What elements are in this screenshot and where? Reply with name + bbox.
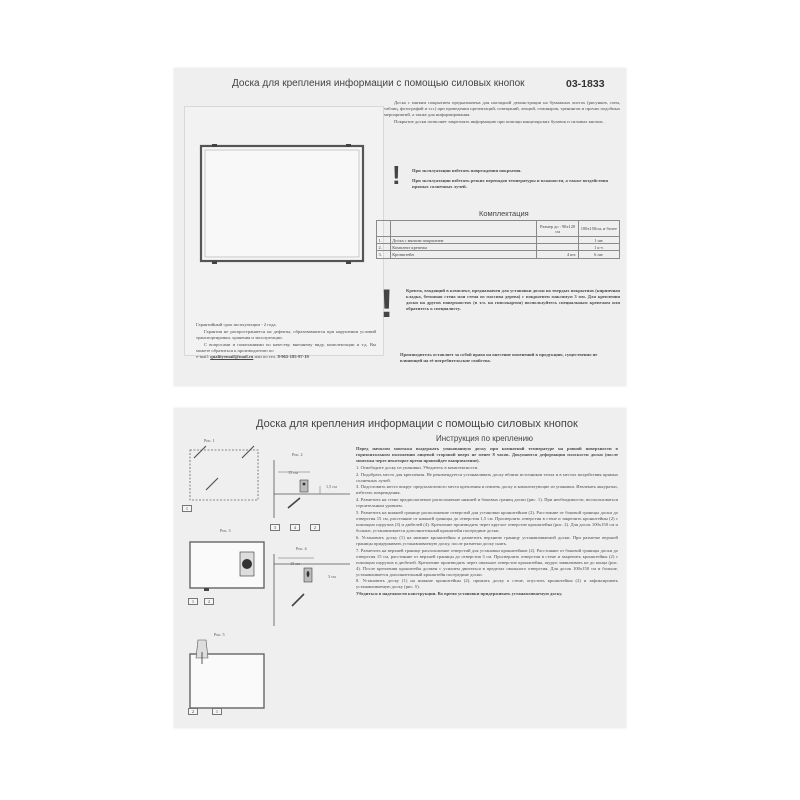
description: Доска с мягким покрытием предназначена для наглядной демонстрации на бумажных листах (рисунков, схем, таблиц, фотографий и т.п.) при проведении презентаций, совещаний, лекций, семинаров, тренингов и прочих подобных мероприятий, а также для информирования. Покрытие доски позволяет закреплять информацию при помощи канцелярских булавок и силовых кнопок.	[384, 100, 620, 124]
manual-page-front	[174, 68, 626, 386]
bracket-icon	[346, 144, 351, 147]
guarantee-text: Гарантийный срок эксплуатации - 2 года. Гарантия не распространяется на дефекты, образовавшиеся при нарушении условий транспортировки, хранения и эксплуатации. С вопросами и пожеланиями по качеству, внешнему виду, комплектации и т.д. Вы можете обратиться к производителю по e-mail: qualityemail@mail.ru или по тел. 8-965-185-97-19	[196, 322, 376, 360]
board-illustration	[184, 106, 384, 356]
fig1-diagram	[184, 444, 264, 514]
kit-table: Размер до : 90х120 см 100х150см, и более 1. Доска с мягким покрытием 1 шт. 2. Комплект крепежа 1 к-т. 3. Кронштейн 4 шт. 6 шт.	[376, 220, 620, 259]
board-frame	[201, 146, 363, 261]
instruction-subtitle: Инструкция по креплению	[436, 434, 534, 443]
fig1-label: Рис. 1	[204, 438, 215, 443]
part-label: 4	[290, 524, 300, 531]
step-item: 4. Разметить на стене предполагаемое расположение нижней и боковых границ доски (рис. 1). При необходимости, воспользоваться строительным уровнем.	[356, 497, 618, 509]
kit-heading: Комплектация	[479, 209, 529, 218]
fig3-label: Рис. 3	[220, 528, 231, 533]
step-intro: Перед началом монтажа выдержать упакованную доску при комнатной температуре на ровной поверхности в горизонтальном положении лицевой стороной вверх не менее 8 часов. Докупаются деформация плоскости доски (после монтажа через некоторое время произойдет выпрямление).	[356, 446, 618, 463]
step-item: 3. Подготовить место вокруг предполагаемого места крепления и извлечь доску и комплектующие из упаковки. Извлекать аккуратно, избегать повреждения.	[356, 484, 618, 496]
fig2-diagram	[270, 458, 352, 524]
fig4-diagram	[270, 552, 352, 630]
phone-number: 8-965-185-97-19	[277, 354, 309, 360]
pencil-icon	[194, 446, 206, 458]
pencil-icon	[206, 478, 218, 490]
bracket-icon	[212, 144, 217, 147]
kit-row: 2. Комплект крепежа 1 к-т.	[377, 244, 620, 251]
page-title: Доска для крепления информации с помощью силовых кнопок	[256, 418, 578, 430]
part-label: 3	[270, 524, 280, 531]
bracket-icon	[346, 261, 351, 264]
part-label: 2	[310, 524, 320, 531]
fig3-diagram	[184, 534, 268, 606]
instruction-steps	[356, 446, 618, 598]
product-code: 03-1833	[566, 78, 605, 90]
step-item: 2. Подобрать место для крепления. Не рекомендуется устанавливать доску вблизи источников тепла и в местах воздействия прямых солнечных лучей.	[356, 471, 618, 483]
fig5-label: Рис. 5	[214, 632, 225, 637]
screw-icon	[288, 498, 300, 508]
part-label: 2	[188, 708, 198, 715]
email-link[interactable]: qualityemail@mail.ru	[210, 354, 254, 360]
part-label: 2	[204, 598, 214, 605]
bracket-icon	[300, 480, 308, 492]
board-frame	[190, 654, 264, 708]
bracket-detail-icon	[242, 559, 252, 569]
step-item: 5. Разметить на нижней границе расположение отверстий для установки кронштейнов (2). Расстояние от боковой границы доски до отверстия 15 см, расстояние от нижней границы до отверстия 1,5 см. Просверлить отверстия в стене и закрепить кронштейны (2) с помощью шурупов (3) и дюбелей (4). Крепление производить через круглое отверстие кронштейна (рис. 2). Для досок 100х150 см и больше, устанавливается дополнительный кронштейн посередине доски.	[356, 509, 618, 533]
fig5-diagram	[184, 638, 268, 716]
part-label: 1	[188, 598, 198, 605]
step-item: 1. Освободите доску из упаковки. Убедитесь в комплектности.	[356, 464, 479, 470]
step-item: 6. Установить доску (1) на нижние кронштейны и разметить верхнюю границу устанавливаемой доски. При разметке верхней границы придерживать устанавливаемую доску, после разметки доску снять.	[356, 534, 618, 546]
page-title: Доска для крепления информации с помощью силовых кнопок	[232, 78, 525, 89]
step-item: 7. Разметить на верхней границе расположение отверстий для установки кронштейнов (2). Расстояние от боковой границы доски до отверстия 15 см, расстояние от верхней границы до отверстия 3 см. Просверлить отверстия в стене и закрепить кронштейны (2) с помощью шурупов и дюбелей. Крепление производить через овальное отверстие кронштейна, шуруп завинчивать не до конца (рис. 4). После крепления кронштейн должен с усилием двигаться в пределах овального отверстия. Для досок 100х150 см и больше, устанавливается дополнительный кронштейн посередине доски.	[356, 547, 618, 577]
part-label: 1	[212, 708, 222, 715]
bracket-icon	[212, 261, 217, 264]
fig4-label: Рис. 4	[296, 546, 307, 551]
part-label: 1	[182, 505, 192, 512]
step-item: 8. Установить доску (1) на нижние кронштейны (2), прижать доску к стене, опустить кронштейны (2) и зафиксировать устанавливаемую доску (рис. 5).	[356, 578, 618, 590]
maker-note: Производитель оставляет за собой право на внесение изменений в продукцию, существенно не влияющей на её потребительские свойства.	[400, 352, 598, 363]
mount-note: Крепеж, входящий в комплект, предназначен для установки доски на твердых покрытиях (кирпичная кладка, бетонная стена или стена из массива дерева) с покрытием максимум 3 мм. Для крепления доски на других поверхностях (в т.ч. на гипсокартон) воспользуйтесь специальным крепежом или обратитесь к специалисту.	[406, 288, 620, 311]
warning-icon: !	[380, 282, 394, 326]
fig2-label: Рис. 2	[292, 452, 303, 457]
screw-icon	[292, 594, 304, 606]
warnings: При эксплуатации избегать повреждения покрытия. При эксплуатации избегать резких перепадов температуры и влажности, а также воздействия прямых солнечных лучей.	[412, 168, 609, 189]
step-outro: Убедиться в надежности конструкции. Во время установки придерживать устанавливаемую доску.	[356, 591, 563, 597]
pencil-icon	[242, 446, 254, 458]
kit-row: 3. Кронштейн 4 шт. 6 шт.	[377, 251, 620, 258]
manual-page-back: Доска для крепления информации с помощью силовых кнопок Инструкция по креплению Рис. 1 1 Рис. 2 15 см 1,5 см 3 4 2 Рис. 3 1 2 Рис. 4 15 см 3 см Рис. 5 2 1 Перед началом монтажа выдержать упакованную доску при комнатной температуре на ровной поверхности в горизонтальном положении лицевой стороной вверх не менее 8 часов. Докупаются деформация плоскости доски (после монтажа через некоторое время произойдет выпрямление). 1. Освободите доску из упаковки. Убедитесь в комплектности. 2. Подобрать место для крепления. Не рекомендуется устанавливать доску вблизи источников тепла и в местах воздействия прямых солнечных лучей. 3. Подготовить место вокруг предполагаемого места крепления и извлечь доску и комплектующие из упаковки. Извлекать аккуратно, избегать повреждения. 4. Разметить на стене предполагаемое расположение нижней и боковых границ доски (рис. 1). При необходимости, воспользоваться строительным уровнем. 5. Разметить на нижней границе расположение отверстий для установки кронштейнов (2). Расстояние от боковой границы доски до отверстия 15 см, расстояние от нижней границы до отверстия 1,5 см. Просверлить отверстия в стене и закрепить кронштейны (2) с помощью шурупов (3) и дюбелей (4). Крепление производить через круглое отверстие кронштейна (рис. 2). Для досок 100х150 см и больше, устанавливается дополнительный кронштейн посередине доски. 6. Установить доску (1) на нижние кронштейны и разметить верхнюю границу устанавливаемой доски. При разметке верхней границы придерживать устанавливаемую доску, после разметки доску снять. 7. Разметить на верхней границе расположение отверстий для установки кронштейнов (2). Расстояние от боковой границы доски до отверстия 15 см, расстояние от верхней границы до отверстия 3 см. Просверлить отверстия в стене и закрепить кронштейны (2) с помощью шурупов и дюбелей. Крепление производить через овальное отверстие кронштейна, шуруп завинчивать не до конца (рис. 4). После крепления кронштейн должен с усилием двигаться в пределах овального отверстия. Для досок 100х150 см и больше, устанавливается дополнительный кронштейн посередине доски. 8. Установить доску (1) на нижние кронштейны (2), прижать доску к стене, опустить кронштейны (2) и зафиксировать устанавливаемую доску (рис. 5). Убедиться в надежности конструкции. Во время установки придерживать устанавливаемую доску.	[174, 408, 626, 728]
warning-icon: !	[392, 160, 401, 190]
kit-row: 1. Доска с мягким покрытием 1 шт.	[377, 237, 620, 244]
